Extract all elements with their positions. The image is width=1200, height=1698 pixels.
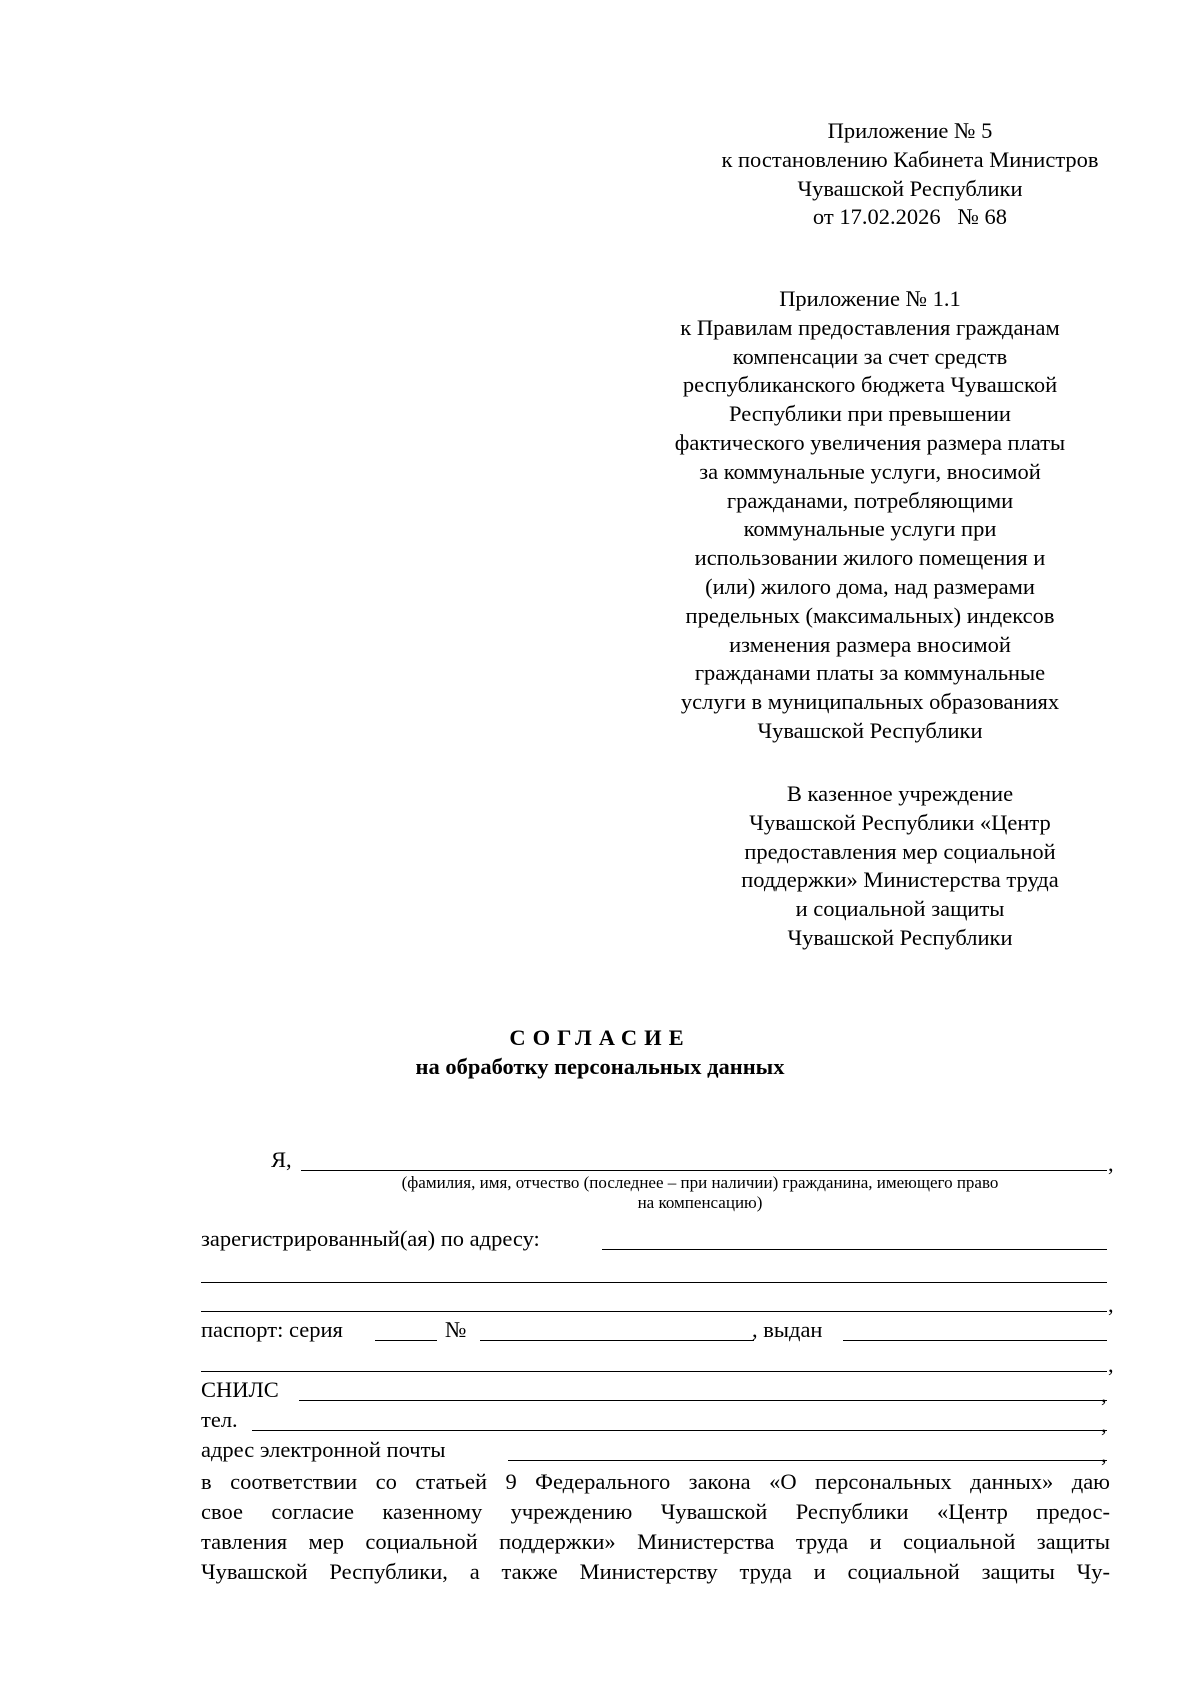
appendix-rules-line: республиканского бюджета Чувашской (682, 372, 1058, 398)
tel-field[interactable] (252, 1430, 1107, 1431)
addressee (630, 780, 1170, 953)
document-title (0, 1023, 1200, 1052)
appendix-rules-line: (или) жилого дома, над размерами (705, 573, 1035, 599)
appendix-header (640, 117, 1180, 232)
appendix-rules-line: за коммунальные услуги, вносимой (699, 458, 1041, 484)
tel-comma: , (1101, 1412, 1107, 1437)
addressee-line: Чувашской Республики «Центр (749, 809, 1051, 835)
address-field-1[interactable] (602, 1249, 1107, 1250)
registered-label: зарегистрированный(ая) по адресу: (201, 1226, 540, 1251)
name-caption-line-2: на компенсацию) (637, 1193, 763, 1212)
appendix-rules-line: коммунальные услуги при (743, 516, 997, 542)
document-subtitle (0, 1052, 1200, 1081)
appendix-rules-line: к Правилам предоставления гражданам (680, 314, 1060, 340)
address-field-2[interactable] (201, 1282, 1107, 1283)
addressee-line: поддержки» Министерства труда (741, 867, 1059, 893)
appendix-rules-line: гражданами платы за коммунальные (694, 660, 1046, 686)
consent-text-line: в соответствии со статьей 9 Федерального закона «О персональных данных» даю (201, 1469, 1110, 1494)
consent-text-line: свое согласие казенному учреждению Чувашской Республики «Центр предос- (201, 1499, 1110, 1524)
passport-issued-field[interactable] (843, 1340, 1107, 1341)
address-field-3[interactable] (201, 1311, 1107, 1312)
appendix-header-line: Чувашской Республики (797, 175, 1023, 201)
addressee-line: и социальной защиты (795, 896, 1005, 922)
appendix-rules-line: предельных (максимальных) индексов (685, 602, 1055, 628)
address-comma: , (1108, 1292, 1114, 1317)
appendix-rules (600, 285, 1140, 746)
appendix-header-line: Приложение № 5 (827, 118, 993, 143)
passport-issued-field-2[interactable] (201, 1371, 1107, 1372)
passport-number-sign: № (445, 1317, 467, 1342)
addressee-line: В казенное учреждение (786, 781, 1014, 806)
passport-number-field[interactable] (480, 1340, 754, 1341)
full-name-field[interactable] (301, 1170, 1107, 1171)
appendix-header-line: от 17.02.2026 № 68 (812, 204, 1008, 230)
appendix-header-line: к постановлению Кабинета Министров (721, 146, 1099, 172)
appendix-rules-line: услуги в муниципальных образованиях (680, 689, 1060, 715)
passport-series-field[interactable] (375, 1340, 437, 1341)
appendix-rules-line: использовании жилого помещения и (694, 545, 1046, 571)
i-label: Я, (271, 1147, 292, 1172)
tel-label: тел. (201, 1407, 238, 1432)
consent-text-line: Чувашской Республики, а также Министерству труда и социальной защиты Чу- (201, 1559, 1110, 1584)
appendix-rules-line: фактического увеличения размера платы (674, 429, 1066, 455)
passport-label: паспорт: серия (201, 1317, 343, 1342)
snils-label: СНИЛС (201, 1377, 279, 1402)
email-comma: , (1101, 1442, 1107, 1467)
name-caption-line-1: (фамилия, имя, отчество (последнее – при наличии) гражданина, имеющего право (401, 1173, 999, 1192)
snils-field[interactable] (299, 1400, 1107, 1401)
document-title-main: СОГЛАСИЕ (509, 1025, 691, 1050)
appendix-rules-line: гражданами, потребляющими (726, 487, 1014, 513)
name-comma: , (1108, 1151, 1114, 1176)
addressee-line: предоставления мер социальной (744, 838, 1056, 864)
snils-comma: , (1101, 1382, 1107, 1407)
passport-issued-label: , выдан (752, 1317, 823, 1342)
passport-comma: , (1108, 1352, 1114, 1377)
appendix-rules-line: Приложение № 1.1 (779, 286, 961, 311)
appendix-rules-line: Республики при превышении (729, 401, 1011, 427)
consent-text-line: тавления мер социальной поддержки» Министерства труда и социальной защиты (201, 1529, 1110, 1554)
document-subtitle-text: на обработку персональных данных (415, 1054, 785, 1079)
appendix-rules-line: компенсации за счет средств (732, 343, 1008, 369)
name-caption (300, 1173, 1100, 1213)
email-field[interactable] (508, 1460, 1107, 1461)
appendix-rules-line: Чувашской Республики (757, 717, 983, 743)
email-label: адрес электронной почты (201, 1437, 446, 1462)
appendix-rules-line: изменения размера вносимой (729, 631, 1011, 657)
addressee-line: Чувашской Республики (787, 924, 1013, 950)
